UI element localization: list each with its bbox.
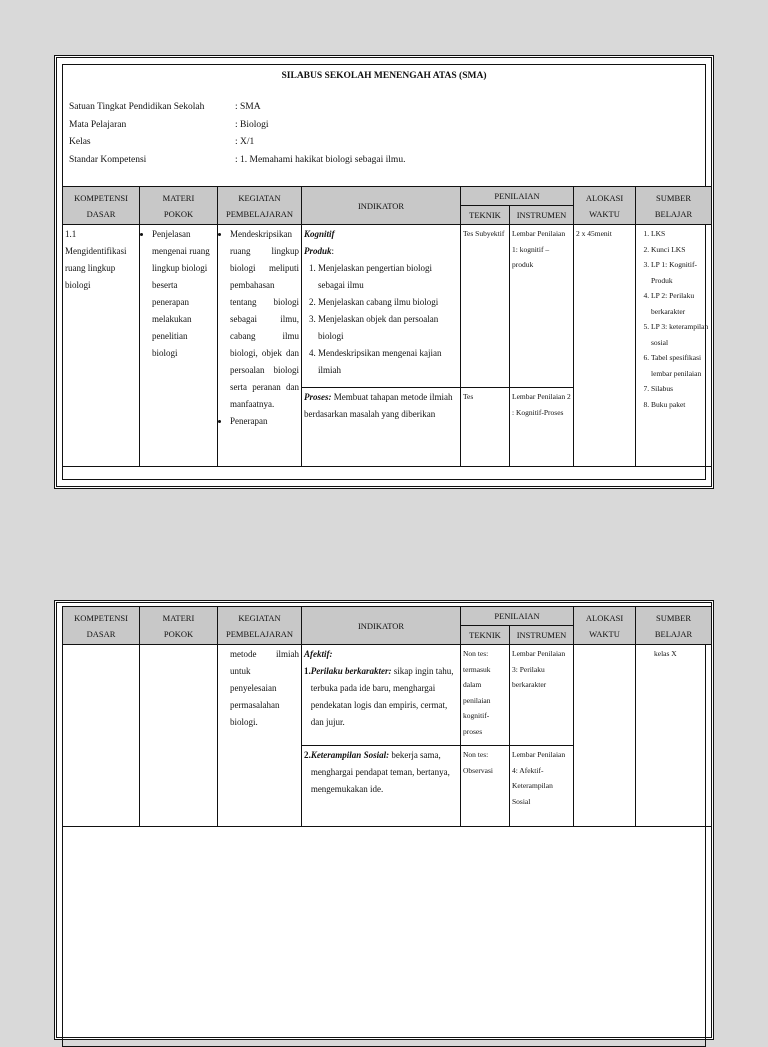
materi-item: • Penjelasan mengenai ruang lingkup biologi beserta penerapan melakukan penelitian biologi [152,226,215,362]
sumber-item: 8. Buku paket [651,397,709,413]
header-materi: MATERI POKOK [140,187,218,225]
header-teknik: TEKNIK [461,206,510,225]
header-penilaian: PENILAIAN [461,607,574,626]
header-kegiatan: KEGIATAN PEMBELAJARAN [218,607,302,645]
cell-instrumen-1: Lembar Penilaian 1: kognitif – produk [510,225,574,388]
header-kegiatan: KEGIATAN PEMBELAJARAN [218,187,302,225]
meta-value: : SMA [235,102,261,112]
meta-value: : Biologi [235,119,269,130]
header-indikator: INDIKATOR [302,607,461,645]
header-kompetensi: KOMPETENSI DASAR [63,607,140,645]
cell-teknik-4: Non tes: Observasi [461,746,510,827]
meta-row-satuan [69,99,405,117]
syllabus-table-1 [62,186,712,467]
sumber-list [638,226,709,412]
meta-key: Satuan Tingkat Pendidikan Sekolah [69,102,205,112]
cell-indikator-afektif-2 [302,746,461,827]
afektif-label: Afektif: [304,649,333,659]
proses-label: Proses: [304,392,332,402]
sumber-item: 1. LKS [651,226,709,242]
cell-teknik-2: Tes [461,388,510,467]
sumber-item: 2. Kunci LKS [651,242,709,258]
meta-key: Mata Pelajaran [69,119,127,130]
meta-value: : X/1 [235,137,255,147]
sumber-item: 7. Silabus [651,381,709,397]
cell-indikator-kognitif [302,225,461,388]
produk-item: 2. Menjelaskan cabang ilmu biologi [318,294,458,311]
item-number: 1. [304,666,311,676]
meta-key: Standar Kompetensi [69,154,147,165]
meta-value: : 1. Memahami hakikat biologi sebagai ilmu. [235,154,406,165]
cell-instrumen-3: Lembar Penilaian 3: Perilaku berkarakter [510,645,574,746]
meta-row-mapel [69,117,405,135]
header-sumber: SUMBER BELAJAR [636,607,712,645]
produk-item: 1. Menjelaskan pengertian biologi sebagai ilmu [318,260,458,294]
cell-sumber-cont: kelas X [636,645,712,827]
header-materi: MATERI POKOK [140,607,218,645]
syllabus-page-2 [54,600,714,1040]
cell-sumber [636,225,712,467]
page-1-inner-border [62,64,709,480]
cell-kompetensi-empty [63,645,140,827]
cell-kegiatan-cont: metode ilmiah untuk penyelesaian permasalahan biologi. [218,645,302,827]
cell-alokasi: 2 x 45menit [574,225,636,467]
kegiatan-item-2: • Penerapan [230,413,299,430]
cell-kompetensi: 1.1 Mengidentifikasi ruang lingkup biologi [63,225,140,467]
proses-text: Membuat tahapan metode ilmiah berdasarkan masalah yang diberikan [304,392,453,419]
page-title: SILABUS SEKOLAH MENENGAH ATAS (SMA) [281,71,487,81]
kognitif-label: Kognitif [304,229,335,239]
produk-list [304,260,458,379]
cell-indikator-proses [302,388,461,467]
header-sumber: SUMBER BELAJAR [636,187,712,225]
header-alokasi: ALOKASI WAKTU [574,187,636,225]
header-instrumen: INSTRUMEN [510,626,574,645]
cell-materi [140,225,218,467]
item-label: Keterampilan Sosial: [310,750,390,760]
cell-alokasi-empty [574,645,636,827]
sumber-item: 5. LP 3: keterampilan sosial [651,319,709,350]
produk-label: Produk: [304,246,335,256]
cell-kegiatan [218,225,302,467]
cell-teknik-3: Non tes: termasuk dalam penilaian kognitif-proses [461,645,510,746]
header-penilaian: PENILAIAN [461,187,574,206]
syllabus-page-1 [54,55,714,489]
produk-item: 3. Menjelaskan objek dan persoalan biologi [318,311,458,345]
cell-instrumen-2: Lembar Penilaian 2 : Kognitif-Proses [510,388,574,467]
item-text: bekerja sama, menghargai pendapat teman, bertanya, mengemukakan ide. [310,750,450,794]
cell-materi-empty [140,645,218,827]
cell-teknik-1: Tes Subyektif [461,225,510,388]
header-kompetensi: KOMPETENSI DASAR [63,187,140,225]
sumber-item: 6. Tabel spesifikasi lembar penilaian [651,350,709,381]
meta-row-kelas [69,134,405,152]
item-number: 2. [304,750,311,760]
meta-key: Kelas [69,137,91,147]
cell-instrumen-4: Lembar Penilaian 4: Afektif-Keterampilan Sosial [510,746,574,827]
sumber-item: 3. LP 1: Kognitif-Produk [651,257,709,288]
meta-block [69,99,405,169]
item-label: Perilaku berkarakter: [310,666,392,676]
item-text: sikap ingin tahu, terbuka pada ide baru, menghargai pendekatan logis dan empiris, cermat, dan jujur. [310,666,454,727]
syllabus-table-2 [62,606,712,827]
afektif-item-1 [304,663,458,731]
header-indikator: INDIKATOR [302,187,461,225]
sumber-item: 4. LP 2: Perilaku berkarakter [651,288,709,319]
page-2-inner-border [62,606,706,1047]
produk-item: 4. Mendeskripsikan mengenai kajian ilmiah [318,345,458,379]
kegiatan-item-1: • Mendeskripsikan ruang lingkup biologi meliputi pembahasan tentang biologi sebagai ilmu, cabang ilmu biologi, objek dan persoalan biologi serta peranan dan manfaatnya. [230,226,299,413]
afektif-item-2 [304,747,458,798]
header-teknik: TEKNIK [461,626,510,645]
header-instrumen: INSTRUMEN [510,206,574,225]
meta-row-standar [69,152,405,170]
header-alokasi: ALOKASI WAKTU [574,607,636,645]
cell-indikator-afektif-1 [302,645,461,746]
